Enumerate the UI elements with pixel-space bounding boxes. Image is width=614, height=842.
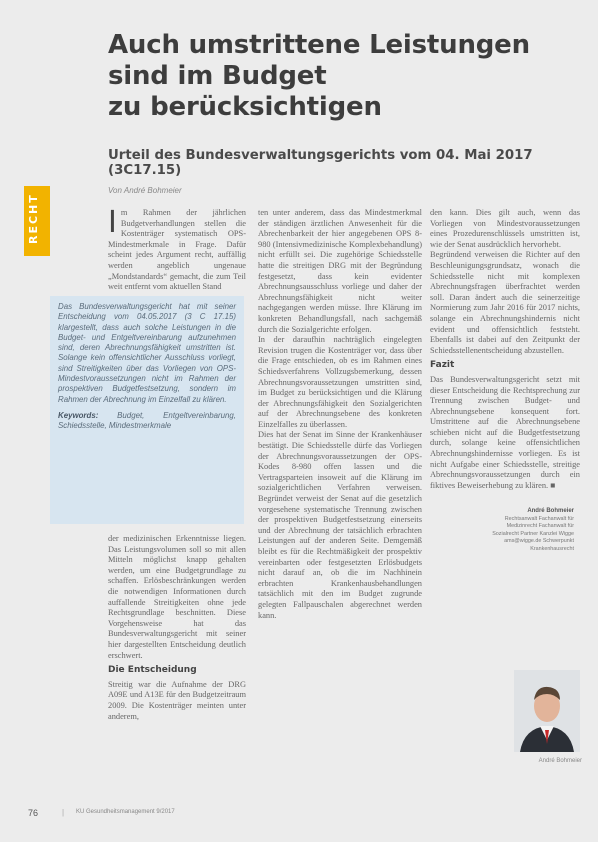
- column-3: [430, 208, 580, 498]
- intro-text: m Rahmen der jährlichen Budgetverhandlungen stellen die Kostenträger systematisch OPS-Mindestmerkmale in Frage. Dafür scheint jedes Argument recht, auffällig werden angeblich ungenaue „Mondstandards“ gemacht, die zum Teil weit entfernt vom aktuellen Stand: [108, 208, 246, 292]
- paragraph: Begründend verweisen die Richter auf den Beschleunigungsgrundsatz, wonach die Schiedsstelle nicht mit komplexen Abrechnungsfragen überfrachtet werden soll. Daran ändert auch die seinerzeitige Normierung zum Jahr 2016 für 2017 nichts, solange ein Abrechnungshindernis nicht evident und offensichtlich feststeht. Ebenfalls ist dabei auf den Zeitpunkt der Schiedsstellenentscheidung abzustellen.: [430, 250, 580, 355]
- heading-entscheidung: Die Entscheidung: [108, 665, 197, 676]
- paragraph: In der daraufhin nachträglich eingelegten Revision trugen die Kostenträger vor, dass über die Frage entschieden, ob es im Rahmen eines Schiedsverfahrens Vollzugsbemerkung, dessen Abrechnungsvoraussetzungen umstritten sind, im Budget zu berücksichtigen und die Klärung der Abrechnungsfähigkeit den Sozialgerichten auf der Abrechnungsebene des konkreten Einzelfalles zu überlassen.: [258, 335, 422, 429]
- photo-caption: André Bohmeier: [538, 758, 582, 764]
- column-2: [258, 208, 422, 796]
- section-tab: [24, 186, 50, 256]
- drop-cap: I: [108, 208, 117, 240]
- author-portrait-image: [514, 670, 580, 752]
- author-bio: Rechtsanwalt Fachanwalt für Medizinrecht Fachanwalt für Sozialrecht Partner Kanzlei Wigge ams@wigge.de Schwerpunkt Krankenhausrecht: [492, 516, 574, 552]
- keywords-label: Keywords:: [58, 410, 99, 420]
- keywords-text: Budget, Entgeltvereinbarung, Schiedsstelle, Mindestmerkmale: [58, 410, 236, 431]
- paragraph: den kann. Dies gilt auch, wenn das Vorliegen von Mindestvoraussetzungen eines Prozedurenschlüssels umstritten ist, wie der Senat ausdrücklich hervorhebt.: [430, 208, 580, 249]
- byline: Von André Bohmeier: [108, 186, 182, 195]
- column-1-intro: [108, 208, 246, 292]
- author-photo: [514, 670, 580, 752]
- section-label: RECHT: [27, 193, 40, 244]
- footer-text: KU Gesundheitsmanagement 9/2017: [76, 809, 175, 815]
- paragraph: der medizinischen Erkenntnisse liegen. Das Leistungsvolumen soll so mit allen Mitteln möglichst knapp gehalten werden, um eine Budgetgrundlage zu schaffen. Erlösbeschränkungen werden die notwendigen Informationen durch auffallende Streitigkeiten ohne jede Rechtsgrundlage beschnitten. Diese Vorgehensweise hat das Bundesverwaltungsgericht mit seiner hier dargestellten Entscheidung deutlich erschwert.: [108, 534, 246, 660]
- title-line-1: Auch umstrittene Leistungen: [108, 30, 530, 60]
- title-line-3: zu berücksichtigen: [108, 92, 382, 122]
- footer-separator: |: [62, 808, 65, 817]
- summary-text: Das Bundesverwaltungsgericht hat mit seiner Entscheidung vom 04.05.2017 (3 C 17.15) klargestellt, dass auch solche Leistungen in die Budget- und Entgeltvereinbarung aufzunehmen sind, deren Abrechnungsfähigkeit umstritten ist. Solange kein offensichtlicher Ausschluss vorliegt, sind Streitigkeiten über das Vorliegen von OPS-Mindestvoraussetzungen nicht im Rahmen der prospektiven Budgetfestsetzung, sondern im Rahmen der Abrechnung im Einzelfall zu klären.: [58, 302, 236, 404]
- keywords: [58, 411, 236, 432]
- heading-fazit: Fazit: [430, 360, 455, 371]
- paragraph: ten unter anderem, dass das Mindestmerkmal der ständigen ärztlichen Anwesenheit für die Abrechenbarkeit der hier angegebenen OPS 8-980 (Intensivmedizinische Komplexbehandlung) nicht erfüllt sei. Die zugehörige Schiedsstelle hatte die streitigen DRG mit der Begründung festgesetzt, dass kein evidenter Abrechnungsausschluss vorliege und daher der Abrechnungsfähigkeit nicht weiter nachgegangen werden müsse. Ihre Klärung im konkreten Behandlungsfall, nach sachgemäß durch die Sozialgerichte erfolgen.: [258, 208, 422, 334]
- paragraph: Das Bundesverwaltungsgericht setzt mit dieser Entscheidung die Rechtsprechung zur Trennung zwischen Budget- und Abrechnungsebene konsequent fort. Umstrittene auf die Abrechnungsebene schieben nicht auf die Budgetfestsetzung durch, solange keine offensichtlichen Abrechnungshindernisse vorliegen. Es ist nicht Aufgabe einer Schiedsstelle, streitige Abrechnungsvoraussetzungen durch ein fiktives Beweiserhebung zu klären. ■: [430, 374, 580, 490]
- summary-box: [50, 296, 244, 524]
- page-edge: [598, 0, 614, 842]
- title-line-2: sind im Budget: [108, 61, 327, 91]
- page-number: 76: [28, 808, 39, 818]
- paragraph: Dies hat der Senat im Sinne der Krankenhäuser bestätigt. Die Schiedsstelle dürfe das Vorliegen der Abrechnungsvoraussetzungen der OPS-Kodes 8-980 offen lassen und die Vertragsparteien insoweit auf die Klärung im sozialgerichtlichen Verfahren verweisen. Begründet verweist der Senat auf die gesetzlich vorgesehene systematische Trennung zwischen der prospektiven Budgetfestsetzung einerseits und der Abrechnung der tatsächlich erbrachten Leistungen auf der anderen Seite. Demgemäß bleibt es für die Rechtmäßigkeit der prospektiv vereinbarten oder festgesetzten Erlösbudgets nicht darauf an, ob die im Nachhinein erbrachten Krankenhausbehandlungen tatsächlich mit den im Budget zugrunde gelegten Fallpauschalen abgerechnet werden kann.: [258, 430, 422, 620]
- paragraph: Streitig war die Aufnahme der DRG A09E und A13E für den Budgetzeitraum 2009. Die Kostenträger meinten unter anderem,: [108, 679, 246, 721]
- column-1-bottom: [108, 534, 246, 796]
- author-name: André Bohmeier: [527, 508, 574, 514]
- article-title: [108, 30, 588, 123]
- article-subtitle: Urteil des Bundesverwaltungsgerichts vom 04. Mai 2017 (3C17.15): [108, 148, 533, 178]
